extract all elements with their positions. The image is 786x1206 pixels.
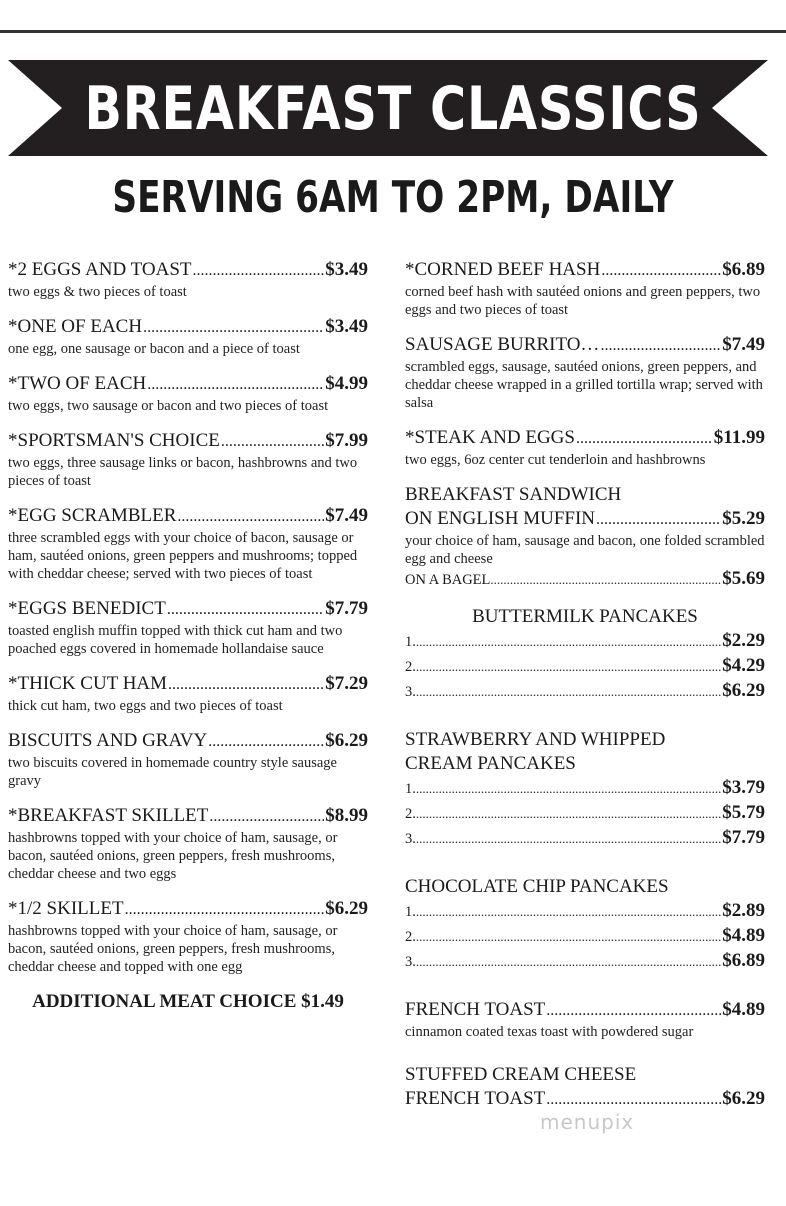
row-price: $3.79: [722, 777, 765, 798]
menu-item-stuffed-french-toast: [405, 1063, 765, 1112]
item-price: $7.79: [325, 598, 368, 619]
buttermilk-pancakes: [405, 605, 765, 704]
item-description: scrambled eggs, sausage, sautéed onions, green peppers, and cheddar cheese wrapped in a grilled tortilla wrap; served with salsa: [405, 359, 763, 411]
top-rule: [0, 30, 786, 33]
menu-item: [8, 258, 368, 301]
item-price: $11.99: [713, 427, 765, 448]
right-column: [405, 258, 765, 1126]
item-description: hashbrowns topped with your choice of ham, sausage, or bacon, sautéed onions, green peppers, fresh mushrooms, cheddar cheese and topped with one egg: [8, 923, 338, 975]
row-price: $5.79: [722, 802, 765, 823]
row-number: 1.: [405, 781, 416, 797]
row-price: $6.29: [722, 680, 765, 701]
item-price: $7.29: [325, 673, 368, 694]
menupix-watermark: menupix: [540, 1110, 635, 1134]
item-description: cinnamon coated texas toast with powdered sugar: [405, 1024, 694, 1040]
item-price: $6.89: [722, 259, 765, 280]
bagel-price: $5.69: [722, 568, 765, 589]
row-number: 2.: [405, 659, 416, 675]
item-description: two eggs, 6oz center cut tenderloin and hashbrowns: [405, 452, 706, 468]
row-price: $2.89: [722, 900, 765, 921]
item-price: $4.89: [722, 999, 765, 1020]
item-name: *EGG SCRAMBLER: [8, 505, 177, 526]
item-price: $5.29: [722, 508, 765, 529]
strawberry-pancakes: [405, 728, 765, 851]
item-description: three scrambled eggs with your choice of bacon, sausage or ham, sautéed onions, green peppers and mushrooms; topped with cheddar cheese; served with two pieces of toast: [8, 530, 358, 582]
item-name: BISCUITS AND GRAVY: [8, 730, 208, 751]
menu-item: [8, 429, 368, 490]
item-description: two eggs, three sausage links or bacon, hashbrowns and two pieces of toast: [8, 455, 358, 489]
section-title-line2: CREAM PANCAKES: [405, 753, 576, 774]
row-price: $6.89: [722, 950, 765, 971]
item-name: *STEAK AND EGGS: [405, 427, 575, 448]
item-name: BREAKFAST SANDWICH: [405, 484, 622, 505]
item-description: thick cut ham, two eggs and two pieces of toast: [8, 698, 283, 714]
item-description: two biscuits covered in homemade country style sausage gravy: [8, 755, 337, 789]
item-description: two eggs, two sausage or bacon and two pieces of toast: [8, 398, 329, 414]
item-description: two eggs & two pieces of toast: [8, 284, 187, 300]
row-number: 3.: [405, 684, 416, 700]
row-number: 2.: [405, 806, 416, 822]
item-name: SAUSAGE BURRITO…: [405, 334, 600, 355]
item-name: *1/2 SKILLET: [8, 898, 124, 919]
menu-item: [8, 372, 368, 415]
item-description: corned beef hash with sautéed onions and green peppers, two eggs and two pieces of toast: [405, 284, 761, 318]
item-description: hashbrowns topped with your choice of ham, sausage, or bacon, sautéed onions, green peppers, fresh mushrooms, cheddar cheese and two eggs: [8, 830, 338, 882]
item-name: FRENCH TOAST: [405, 999, 546, 1020]
item-name: *2 EGGS AND TOAST: [8, 259, 192, 280]
menu-item: [8, 504, 368, 583]
menu-item: [8, 729, 368, 790]
menu-item: [405, 426, 765, 469]
item-price: $8.99: [325, 805, 368, 826]
item-price: $7.99: [325, 430, 368, 451]
menu-item: [405, 333, 765, 412]
item-price: $6.29: [325, 898, 368, 919]
row-number: 3.: [405, 954, 416, 970]
row-number: 1.: [405, 634, 416, 650]
item-name: *EGGS BENEDICT: [8, 598, 166, 619]
left-column: [8, 258, 368, 1014]
item-name: *BREAKFAST SKILLET: [8, 805, 209, 826]
row-price: $2.29: [722, 630, 765, 651]
serving-hours: SERVING 6AM TO 2PM, DAILY: [112, 172, 674, 223]
menu-item: [8, 315, 368, 358]
section-title: CHOCOLATE CHIP PANCAKES: [405, 876, 669, 897]
item-name: *THICK CUT HAM: [8, 673, 168, 694]
item-description: your choice of ham, sausage and bacon, one folded scrambled egg and cheese: [405, 533, 765, 567]
item-name: STUFFED CREAM CHEESE: [405, 1064, 637, 1085]
row-number: 3.: [405, 831, 416, 847]
item-name: *CORNED BEEF HASH: [405, 259, 601, 280]
row-number: 1.: [405, 904, 416, 920]
additional-meat-note: ADDITIONAL MEAT CHOICE $1.49: [32, 991, 344, 1012]
chocolate-chip-pancakes: [405, 875, 765, 974]
item-price: $7.49: [722, 334, 765, 355]
section-title: BUTTERMILK PANCAKES: [472, 606, 698, 627]
row-price: $4.29: [722, 655, 765, 676]
item-name: *SPORTSMAN'S CHOICE: [8, 430, 220, 451]
item-price: $3.49: [325, 259, 368, 280]
menu-item: [8, 597, 368, 658]
row-price: $7.79: [722, 827, 765, 848]
menu-item-french-toast: [405, 998, 765, 1041]
row-price: $4.89: [722, 925, 765, 946]
item-price: $7.49: [325, 505, 368, 526]
item-description: toasted english muffin topped with thick cut ham and two poached eggs covered in homemade hollandaise sauce: [8, 623, 343, 657]
item-name: *TWO OF EACH: [8, 373, 147, 394]
menu-item: [405, 258, 765, 319]
menu-title: BREAKFAST CLASSICS: [84, 74, 702, 144]
section-title: STRAWBERRY AND WHIPPED: [405, 729, 666, 750]
item-name-line2: ON ENGLISH MUFFIN: [405, 508, 596, 529]
item-price: $6.29: [325, 730, 368, 751]
item-price: $6.29: [722, 1088, 765, 1109]
item-description: one egg, one sausage or bacon and a piece of toast: [8, 341, 300, 357]
item-price: $3.49: [325, 316, 368, 337]
title-banner: [0, 58, 786, 158]
row-number: 2.: [405, 929, 416, 945]
menu-item: [8, 672, 368, 715]
item-price: $4.99: [325, 373, 368, 394]
menu-item: [8, 897, 368, 976]
item-name-line2: FRENCH TOAST: [405, 1088, 546, 1109]
bagel-option: ON A BAGEL: [405, 572, 491, 588]
item-name: *ONE OF EACH: [8, 316, 143, 337]
menu-item: [8, 804, 368, 883]
menu-item-sandwich: [405, 483, 765, 591]
